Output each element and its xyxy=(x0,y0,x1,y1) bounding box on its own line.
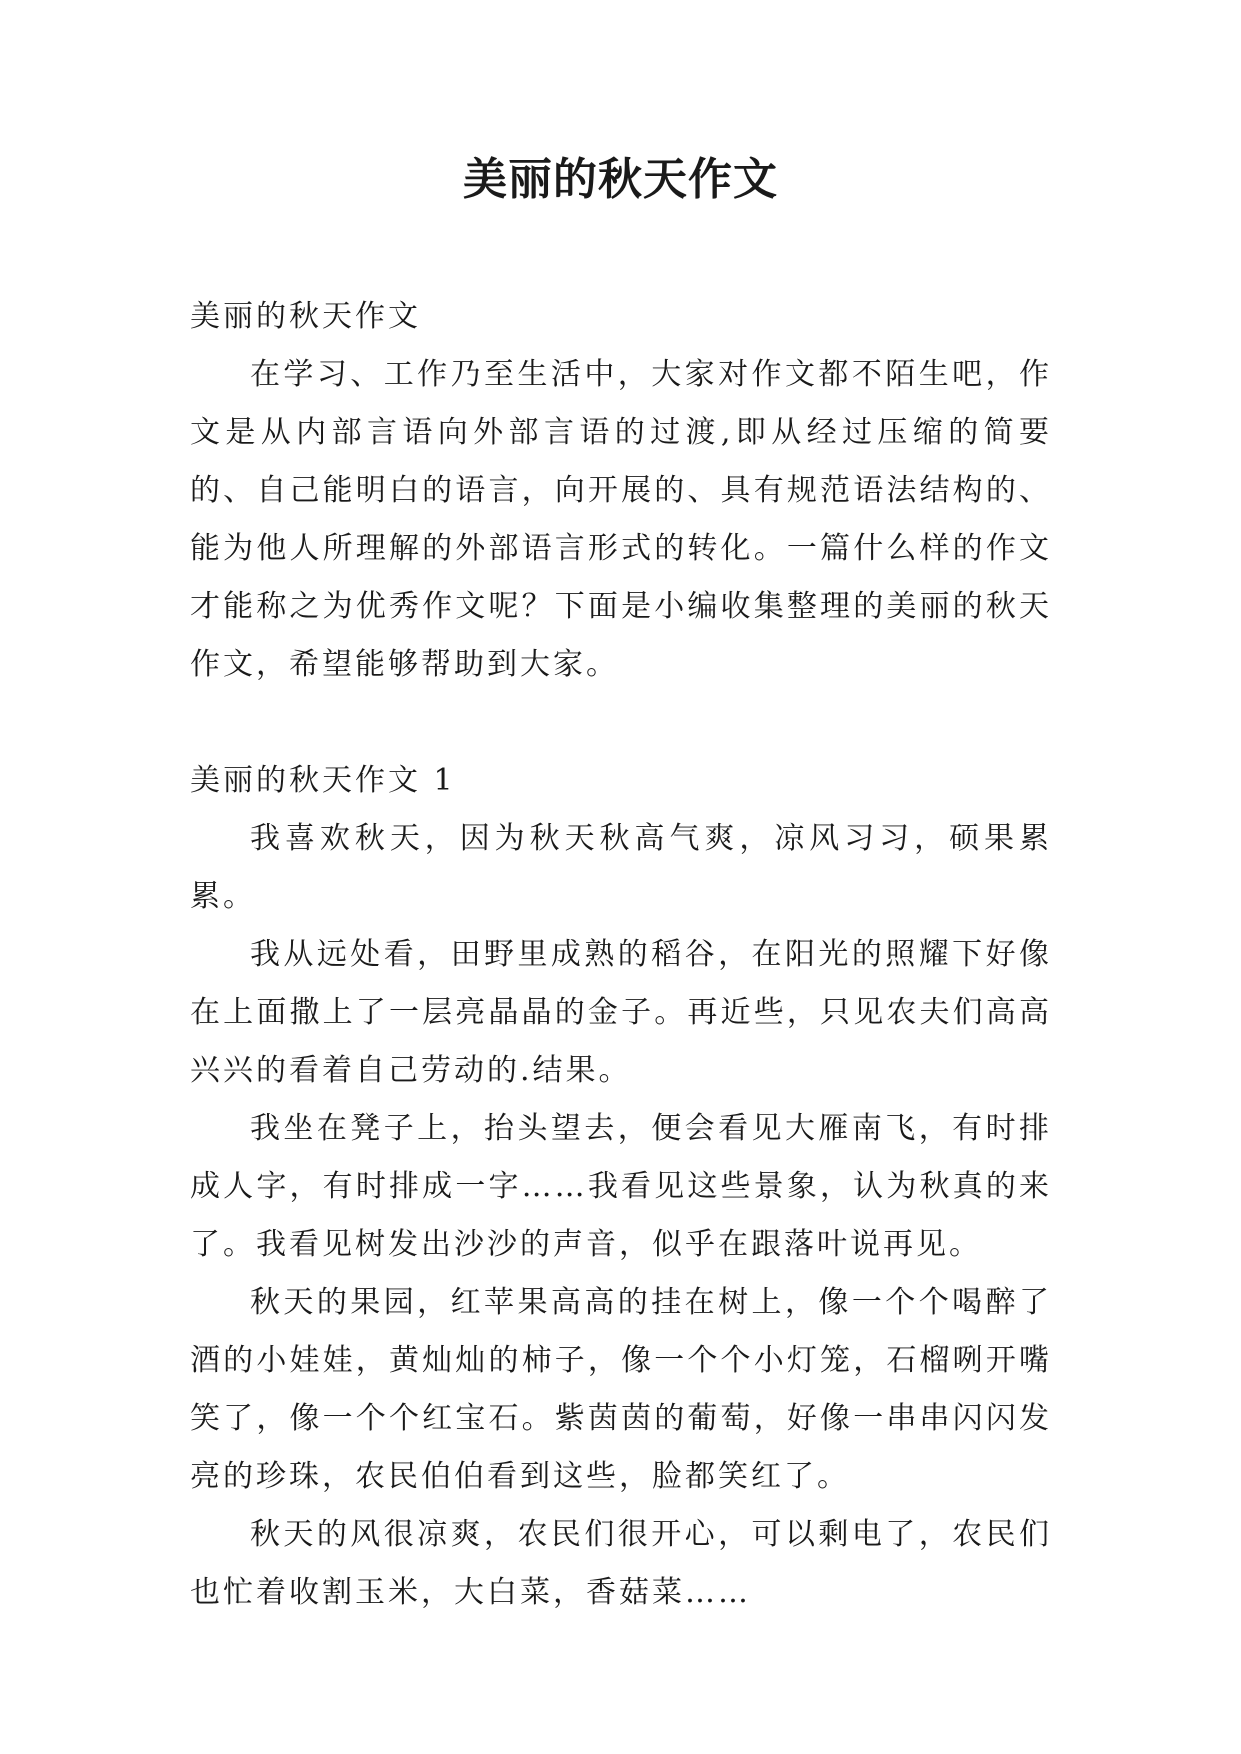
section-1-paragraph-5: 秋天的风很凉爽，农民们很开心，可以剩电了，农民们也忙着收割玉米，大白菜，香菇菜…… xyxy=(190,1517,1052,1610)
section-1-heading: 美丽的秋天作文 1 xyxy=(190,763,456,798)
document-body xyxy=(190,288,1052,1622)
document-title: 美丽的秋天作文 xyxy=(463,154,778,205)
section-1-paragraph-3: 我坐在凳子上，抬头望去，便会看见大雁南飞，有时排成人字，有时排成一字……我看见这些景象，认为秋真的来了。我看见树发出沙沙的声音，似乎在跟落叶说再见。 xyxy=(190,1111,1052,1262)
section-1-paragraph-1: 我喜欢秋天，因为秋天秋高气爽，凉风习习，硕果累累。 xyxy=(190,821,1052,914)
section-1-paragraph-4: 秋天的果园，红苹果高高的挂在树上，像一个个喝醉了酒的小娃娃，黄灿灿的柿子，像一个个小灯笼，石榴咧开嘴笑了，像一个个红宝石。紫茵茵的葡萄，好像一串串闪闪发亮的珍珠，农民伯伯看到这些，脸都笑红了。 xyxy=(190,1285,1052,1494)
intro-heading: 美丽的秋天作文 xyxy=(190,299,421,334)
section-1-paragraph-2: 我从远处看，田野里成熟的稻谷，在阳光的照耀下好像在上面撒上了一层亮晶晶的金子。再近些，只见农夫们高高兴兴的看着自己劳动的.结果。 xyxy=(190,937,1052,1088)
intro-paragraph: 在学习、工作乃至生活中，大家对作文都不陌生吧，作文是从内部言语向外部言语的过渡,即从经过压缩的简要的、自己能明白的语言，向开展的、具有规范语法结构的、能为他人所理解的外部语言形式的转化。一篇什么样的作文才能称之为优秀作文呢？下面是小编收集整理的美丽的秋天作文，希望能够帮助到大家。 xyxy=(190,357,1052,682)
